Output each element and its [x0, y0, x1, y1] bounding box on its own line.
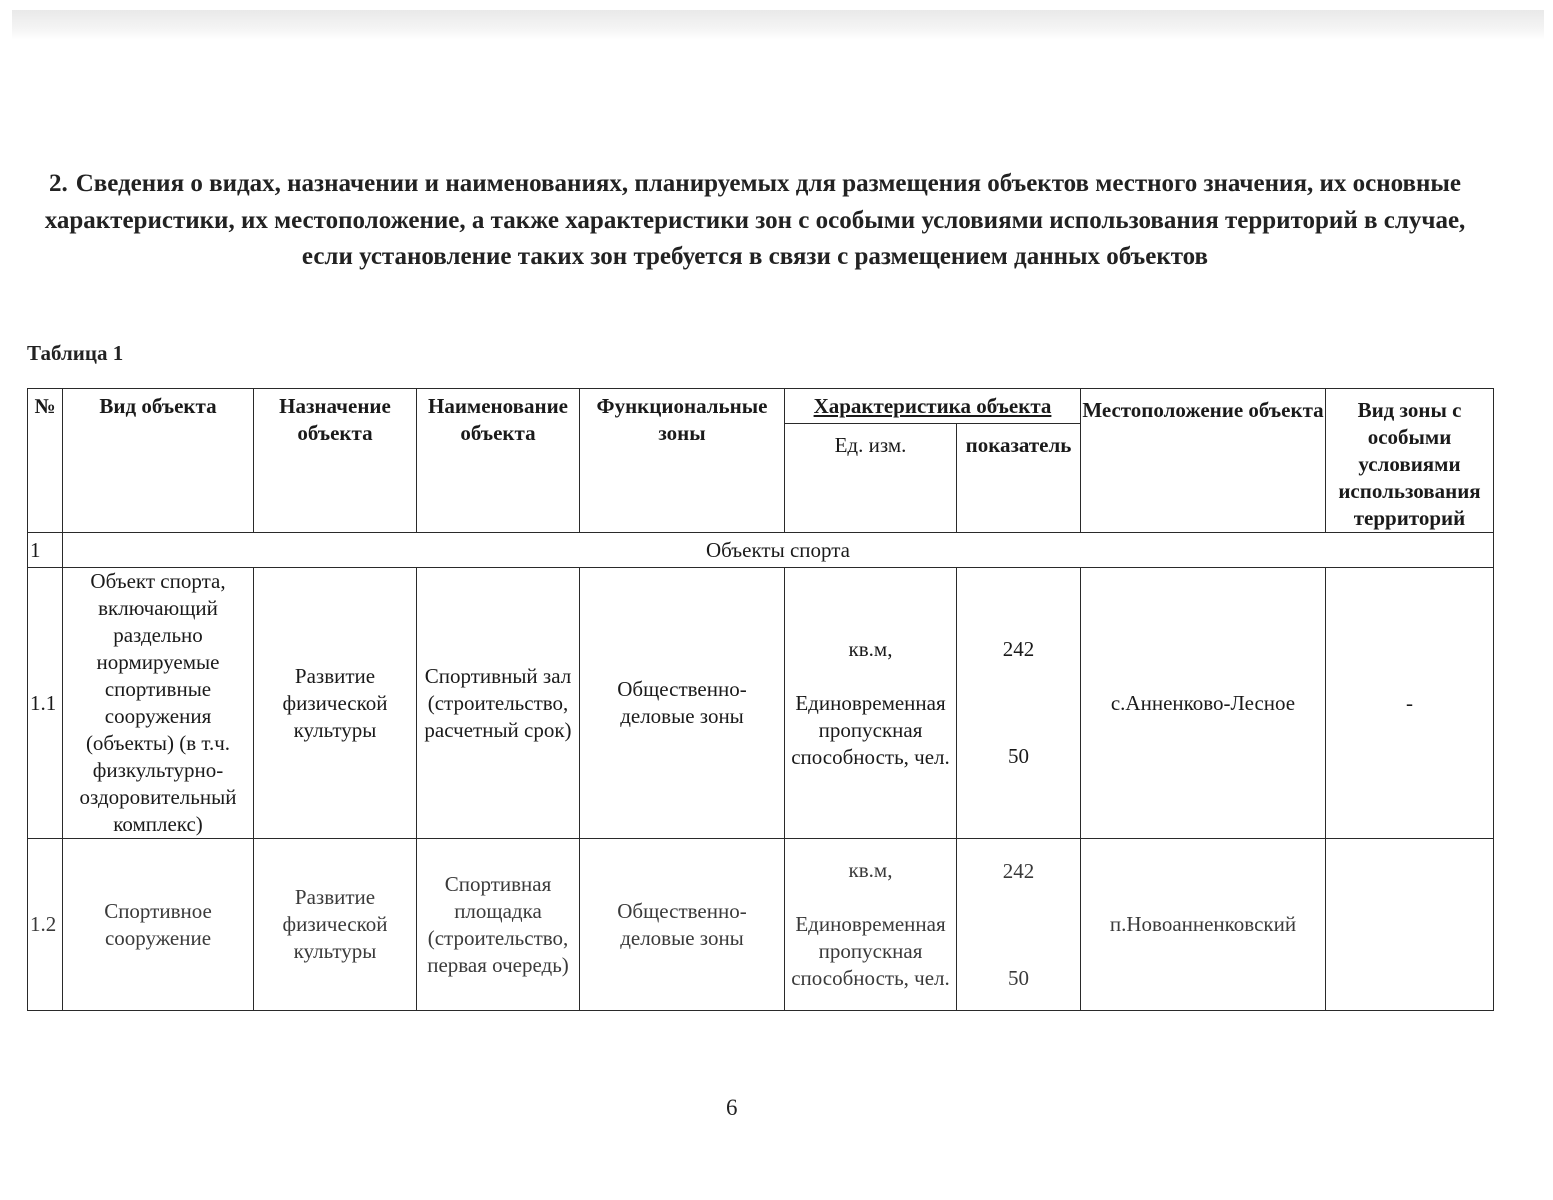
row-number: 1.2 — [28, 839, 63, 1011]
object-name: Спортивная площадка (строительство, первая очередь) — [417, 839, 580, 1011]
functional-zones: Общественно-деловые зоны — [580, 568, 785, 839]
unit-area: кв.м, — [848, 636, 893, 661]
special-zone: - — [1326, 568, 1494, 839]
header-characteristics: Характеристика объекта — [785, 389, 1081, 424]
object-location: с.Анненково-Лесное — [1081, 568, 1326, 839]
group-number: 1 — [28, 533, 63, 568]
header-special-zone: Вид зоны с особыми условиями использования территорий — [1326, 389, 1494, 533]
group-row — [28, 533, 1494, 568]
indicator-cell — [957, 568, 1081, 839]
indicator-capacity: 50 — [1008, 965, 1029, 990]
header-type: Вид объекта — [63, 389, 254, 533]
row-number: 1.1 — [28, 568, 63, 839]
object-type: Спортивное сооружение — [63, 839, 254, 1011]
unit-capacity: Единовременная пропускная способность, чел. — [791, 690, 950, 769]
indicator-capacity: 50 — [1008, 744, 1029, 768]
header-unit: Ед. изм. — [785, 424, 957, 533]
object-location: п.Новоанненковский — [1081, 839, 1326, 1011]
object-purpose: Развитие физической культуры — [254, 568, 417, 839]
object-purpose: Развитие физической культуры — [254, 839, 417, 1011]
unit-area: кв.м, — [848, 858, 893, 882]
group-title: Объекты спорта — [63, 533, 1494, 568]
unit-capacity: Единовременная пропускная способность, чел. — [791, 912, 950, 990]
section-number: 2. — [48, 170, 68, 197]
header-no: № — [28, 389, 63, 533]
section-heading-text: Сведения о видах, назначении и наименованиях, планируемых для размещения объектов местного значения, их основные характеристики, их местоположение, а также характеристики зон с особыми условиями использования территорий в случае, если установление таких зон требуется в связи с размещением данных объектов — [44, 170, 1466, 270]
header-location: Местоположение объекта — [1081, 389, 1326, 533]
unit-cell — [785, 839, 957, 1011]
objects-table — [27, 388, 1494, 1011]
scan-edge-strip — [12, 10, 1544, 40]
indicator-cell — [957, 839, 1081, 1011]
header-name: Наименование объекта — [417, 389, 580, 533]
special-zone — [1326, 839, 1494, 1011]
table-label: Таблица 1 — [27, 341, 124, 365]
table-row — [28, 839, 1494, 1011]
object-type: Объект спорта, включающий раздельно нормируемые спортивные сооружения (объекты) (в т.ч. физкультурно-оздоровительный комплекс) — [63, 568, 254, 839]
header-zones: Функциональные зоны — [580, 389, 785, 533]
table-row — [28, 568, 1494, 839]
header-indicator: показатель — [957, 424, 1081, 533]
indicator-area: 242 — [1002, 858, 1035, 883]
header-purpose: Назначение объекта — [254, 389, 417, 533]
page-number: 6 — [726, 1095, 738, 1120]
functional-zones: Общественно-деловые зоны — [580, 839, 785, 1011]
header-row — [28, 389, 1494, 424]
section-heading — [40, 166, 1470, 276]
unit-cell — [785, 568, 957, 839]
object-name: Спортивный зал (строительство, расчетный срок) — [417, 568, 580, 839]
indicator-area: 242 — [1002, 637, 1035, 661]
